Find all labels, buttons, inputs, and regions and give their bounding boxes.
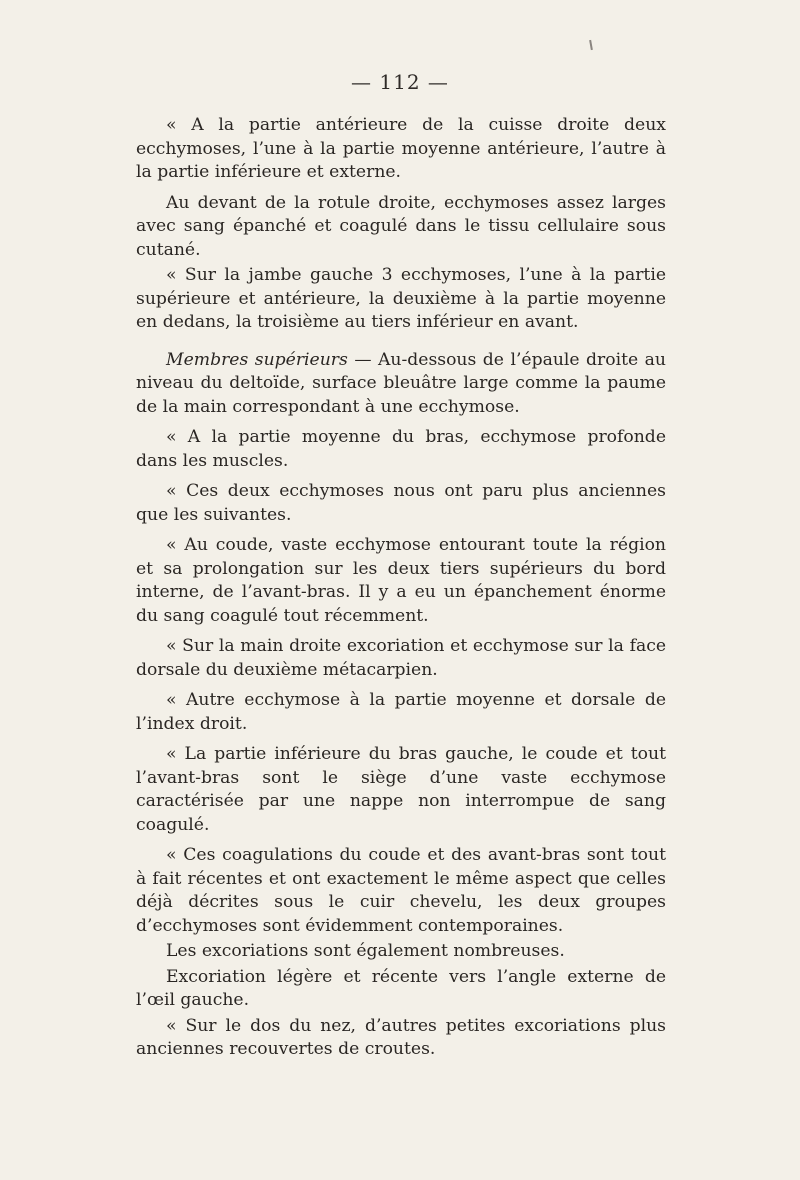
body-text [136,114,666,1064]
paragraph: « Ces coagulations du coude et des avant-bras sont tout à fait récentes et ont exactement le même aspect que celles déjà décrites sous le cuir chevelu, les deux groupes d’ecchymoses sont évidemment contemporaines. [136,845,666,936]
paragraph: « A la partie antérieure de la cuisse droite deux ecchymoses, l’une à la partie moyenne antérieure, l’autre à la partie inférieure et externe. [136,115,666,182]
paragraph: « Ces deux ecchymoses nous ont paru plus anciennes que les suivantes. [136,481,666,525]
paragraph: Excoriation légère et récente vers l’angle externe de l’œil gauche. [136,966,666,1010]
paragraph: « La partie inférieure du bras gauche, le coude et tout l’avant-bras sont le siège d’une vaste ecchymose caractérisée par une nappe non interrompue de sang coagulé. [136,744,666,835]
paragraph: « Sur la main droite excoriation et ecchymose sur la face dorsale du deuxième métacarpien. [136,636,666,680]
paragraph: « Au coude, vaste ecchymose entourant toute la région et sa prolongation sur les deux tiers supérieurs du bord interne, de l’avant-bras. Il y a eu un épanchement énorme du sang coagulé tout récemment. [136,535,666,626]
paragraph: « Sur le dos du nez, d’autres petites excoriations plus anciennes recouvertes de croutes. [136,1015,666,1059]
paragraph: Les excoriations sont également nombreuses. [166,941,565,961]
section-paragraph [136,349,666,420]
stray-ink-mark [589,40,593,50]
paragraph: « Sur la jambe gauche 3 ecchymoses, l’une à la partie supérieure et antérieure, la deuxième à la partie moyenne en dedans, la troisième au tiers inférieur en avant. [136,265,666,332]
paragraph: « A la partie moyenne du bras, ecchymose profonde dans les muscles. [136,427,666,471]
section-intro: — Au-dessous de l’épaule droite au niveau du deltoïde, surface bleuâtre large comme la paume de la main correspondant à une ecchymose. [136,349,666,417]
paragraph: Au devant de la rotule droite, ecchymoses assez larges avec sang épanché et coagulé dans le tissu cellulaire sous cutané. [136,192,666,260]
paragraph: « Autre ecchymose à la partie moyenne et dorsale de l’index droit. [136,690,666,734]
section-heading: Membres supérieurs [166,349,348,370]
page-number: — 112 — [351,70,449,94]
